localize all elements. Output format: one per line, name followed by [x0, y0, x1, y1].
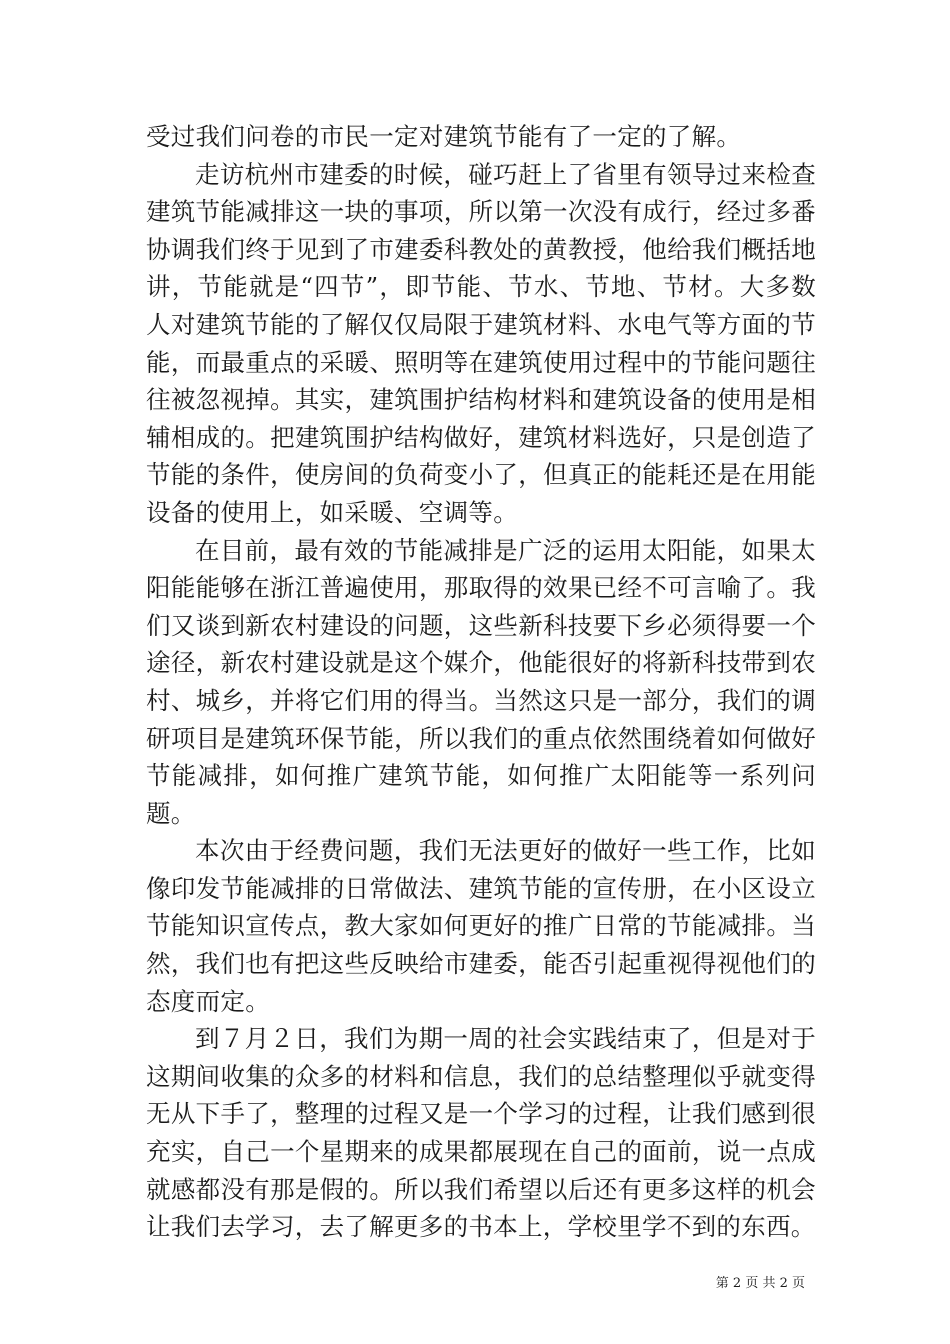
page-number-footer: 第 2 页 共 2 页 — [715, 1276, 805, 1291]
paragraph-5: 到７月２日，我们为期一周的社会实践结束了，但是对于这期间收集的众多的材料和信息，我们的总结整理似乎就变得无从下手了，整理的过程又是一个学习的过程，让我们感到很充实，自己一个星期来的成果都展现在自己的面前，说一点成就感都没有那是假的。所以我们希望以后还有更多这样的机会让我们去学习，去了解更多的书本上，学校里学不到的东西。 — [146, 1024, 816, 1242]
paragraph-4: 本次由于经费问题，我们无法更好的做好一些工作，比如像印发节能减排的日常做法、建筑节能的宣传册，在小区设立节能知识宣传点，教大家如何更好的推广日常的节能减排。当然，我们也有把这些反映给市建委，能否引起重视得视他们的态度而定。 — [146, 836, 816, 1016]
document-body — [146, 118, 816, 1246]
paragraph-3: 在目前，最有效的节能减排是广泛的运用太阳能，如果太阳能能够在浙江普遍使用，那取得的效果已经不可言喻了。我们又谈到新农村建设的问题，这些新科技要下乡必须得要一个途径，新农村建设就是这个媒介，他能很好的将新科技带到农村、城乡，并将它们用的得当。当然这只是一部分，我们的调研项目是建筑环保节能，所以我们的重点依然围绕着如何做好节能减排，如何推广建筑节能，如何推广太阳能等一系列问题。 — [146, 535, 816, 828]
paragraph-2: 走访杭州市建委的时候，碰巧赶上了省里有领导过来检查建筑节能减排这一块的事项，所以第一次没有成行，经过多番协调我们终于见到了市建委科教处的黄教授，他给我们概括地讲，节能就是“四节”，即节能、节水、节地、节材。大多数人对建筑节能的了解仅仅局限于建筑材料、水电气等方面的节能，而最重点的采暖、照明等在建筑使用过程中的节能问题往往被忽视掉。其实，建筑围护结构材料和建筑设备的使用是相辅相成的。把建筑围护结构做好，建筑材料选好，只是创造了节能的条件，使房间的负荷变小了，但真正的能耗还是在用能设备的使用上，如采暖、空调等。 — [146, 159, 816, 527]
paragraph-1: 受过我们问卷的市民一定对建筑节能有了一定的了解。 — [146, 122, 742, 151]
